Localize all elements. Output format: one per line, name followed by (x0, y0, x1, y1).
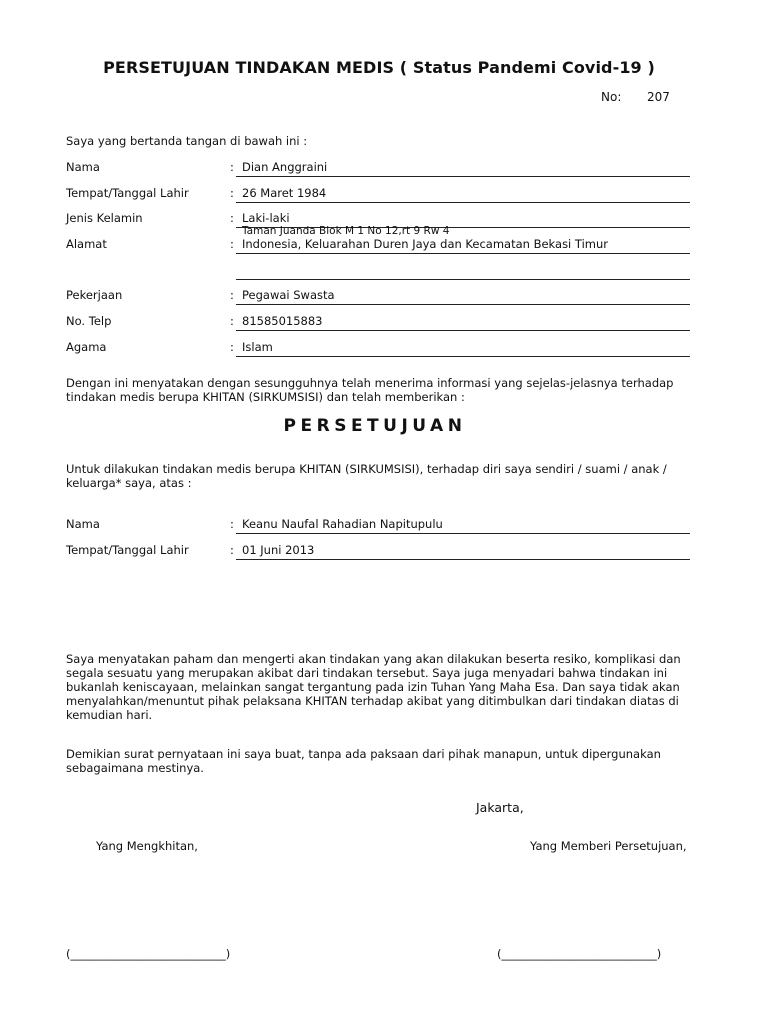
field-colon: : (230, 186, 234, 200)
field-colon: : (230, 211, 234, 225)
field-label: Alamat (66, 237, 107, 251)
field-underline (236, 533, 690, 534)
field-value: 81585015883 (242, 314, 323, 328)
field-value: Dian Anggraini (242, 160, 328, 174)
document-number-value: 207 (647, 90, 670, 104)
document-number (601, 90, 670, 104)
field-value: 01 Juni 2013 (242, 543, 315, 557)
left-signature-title: Yang Mengkhitan, (96, 839, 198, 853)
field-label: Jenis Kelamin (66, 211, 143, 225)
field-underline (236, 559, 690, 560)
field-colon: : (230, 340, 234, 354)
field-colon: : (230, 543, 234, 557)
statement-intro-paragraph: Dengan ini menyatakan dengan sesungguhnya telah menerima informasi yang sejelas-jelasnya terhadap tindakan medis berupa KHITAN (SIRKUMSISI) dan telah memberikan : (66, 376, 674, 404)
field-colon: : (230, 288, 234, 302)
understanding-paragraph: Saya menyatakan paham dan mengerti akan tindakan yang akan dilakukan beserta resiko, komplikasi dan segala sesuatu yang merupakan akibat dari tindakan tersebut. Saya juga menyadari bahwa tindakan ini bukanlah keniscayaan, melainkan sangat tergantung pada izin Tuhan Yang Maha Esa. Dan saya tidak akan menyalahkan/menuntut pihak pelaksana KHITAN terhadap akibat yang ditimbulkan dari tindakan diatas di kemudian hari. (66, 652, 681, 722)
field-value: Keanu Naufal Rahadian Napitupulu (242, 517, 443, 531)
field-label: Pekerjaan (66, 288, 123, 302)
field-signer-name (66, 160, 706, 178)
field-label: Nama (66, 160, 100, 174)
document-number-label: No: (601, 90, 622, 104)
closing-paragraph: Demikian surat pernyataan ini saya buat, tanpa ada paksaan dari pihak manapun, untuk dipergunakan sebagaimana mestinya. (66, 747, 661, 775)
field-value: Laki-laki (242, 211, 290, 225)
field-signer-birth (66, 186, 706, 204)
field-underline (236, 202, 690, 203)
field-signer-religion (66, 340, 706, 358)
left-signature-line: (___________________________) (66, 947, 231, 961)
field-value: Pegawai Swasta (242, 288, 335, 302)
document-title: PERSETUJUAN TINDAKAN MEDIS ( Status Pandemi Covid-19 ) (103, 58, 655, 77)
consent-heading: PERSETUJUAN (283, 416, 467, 436)
field-label: No. Telp (66, 314, 112, 328)
field-underline (236, 330, 690, 331)
field-underline (236, 176, 690, 177)
intro-text: Saya yang bertanda tangan di bawah ini : (66, 134, 308, 148)
field-colon: : (230, 517, 234, 531)
patient-intro-paragraph: Untuk dilakukan tindakan medis berupa KHITAN (SIRKUMSISI), terhadap diri saya sendiri / suami / anak / keluarga* saya, atas : (66, 462, 667, 490)
field-patient-birth (66, 543, 706, 561)
field-signer-phone (66, 314, 706, 332)
field-underline (236, 253, 690, 254)
field-patient-name (66, 517, 706, 535)
right-signature-title: Yang Memberi Persetujuan, (530, 839, 687, 853)
field-colon: : (230, 314, 234, 328)
field-colon: : (230, 160, 234, 174)
field-value: Islam (242, 340, 273, 354)
field-underline (236, 304, 690, 305)
field-label: Tempat/Tanggal Lahir (66, 186, 189, 200)
field-value: 26 Maret 1984 (242, 186, 327, 200)
field-label: Tempat/Tanggal Lahir (66, 543, 189, 557)
right-signature-line: (___________________________) (497, 947, 662, 961)
field-signer-occupation (66, 288, 706, 306)
field-label: Agama (66, 340, 107, 354)
field-signer-address (66, 225, 706, 255)
address-line-2: Indonesia, Keluarahan Duren Jaya dan Kecamatan Bekasi Timur (242, 237, 608, 251)
field-colon: : (230, 237, 234, 251)
address-line-1: Taman Juanda Blok M 1 No 12,rt 9 Rw 4 (242, 225, 450, 237)
field-underline (236, 356, 690, 357)
field-label: Nama (66, 517, 100, 531)
place-date: Jakarta, (476, 800, 524, 815)
address-extra-underline (236, 279, 690, 280)
